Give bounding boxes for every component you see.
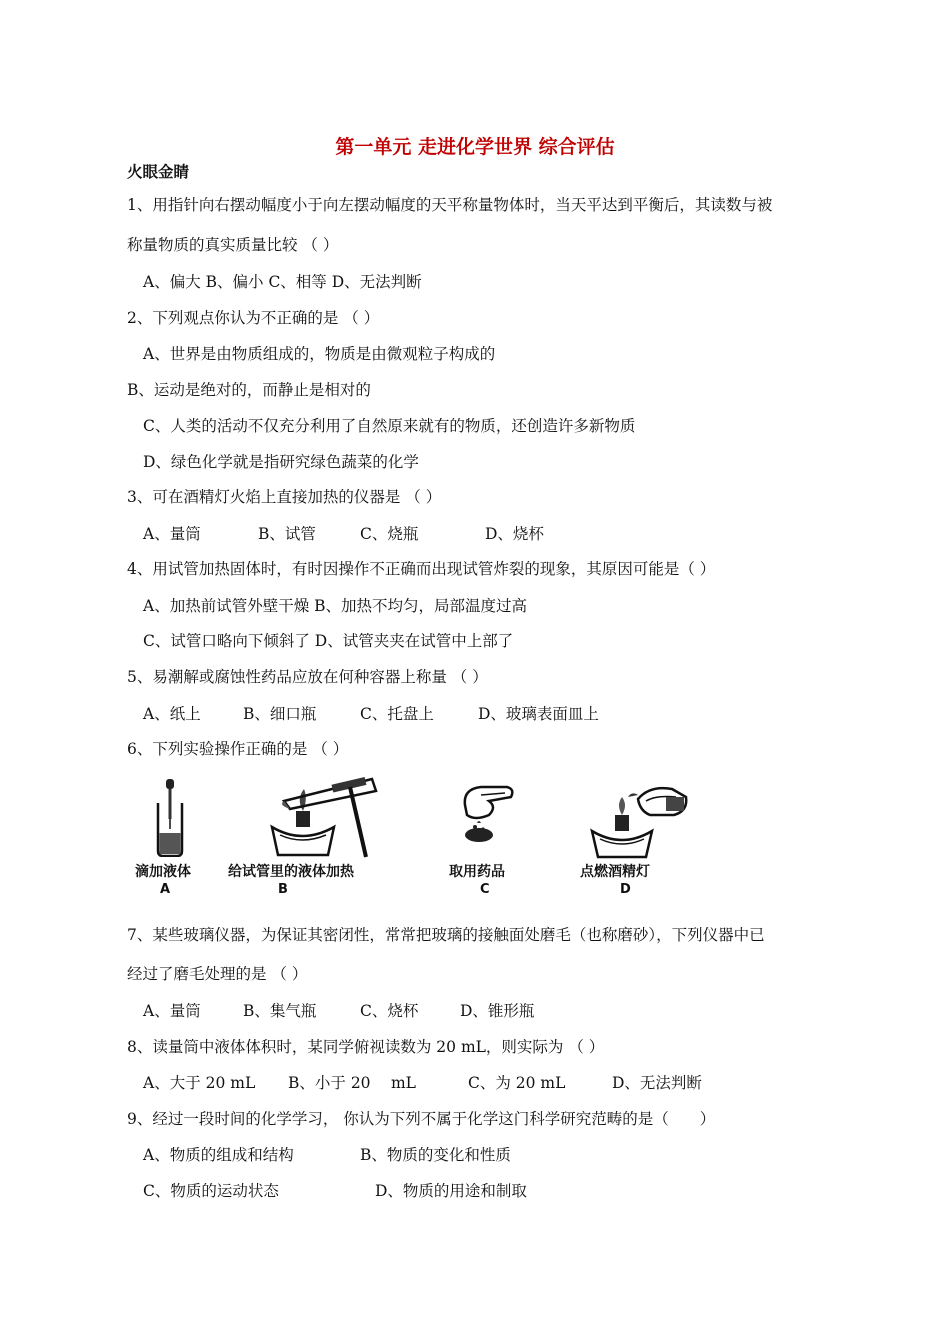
figure-a-dropping-liquid [150, 775, 190, 857]
q5-option-c: C、托盘上 [360, 705, 434, 723]
q9-option-a: A、物质的组成和结构 [143, 1146, 294, 1164]
q7-stem-line1: 7、某些玻璃仪器，为保证其密闭性，常常把玻璃的接触面处磨毛（也称磨砂），下列仪器中已 [127, 926, 765, 944]
q2-option-d: D、绿色化学就是指研究绿色蔬菜的化学 [143, 453, 419, 471]
q1-stem-line2: 称量物质的真实质量比较 （ ） [127, 236, 339, 254]
q3-option-d: D、烧杯 [485, 525, 544, 543]
q4-stem: 4、用试管加热固体时，有时因操作不正确而出现试管炸裂的现象，其原因可能是（ ） [127, 560, 716, 578]
q2-option-c: C、人类的活动不仅充分利用了自然原来就有的物质，还创造许多新物质 [143, 417, 636, 435]
figure-c-caption: 取用药品 [449, 864, 505, 880]
q2-stem: 2、下列观点你认为不正确的是 （ ） [127, 309, 380, 327]
q1-stem-line1: 1、用指针向右摆动幅度小于向左摆动幅度的天平称量物体时，当天平达到平衡后，其读数与被 [127, 196, 773, 214]
q9-option-c: C、物质的运动状态 [143, 1182, 279, 1200]
figure-d-letter: D [620, 882, 631, 897]
q7-option-d: D、锥形瓶 [460, 1002, 535, 1020]
q8-stem: 8、读量筒中液体体积时，某同学俯视读数为 20 mL，则实际为 （ ） [127, 1038, 605, 1056]
q8-option-b: B、小于 20 mL [288, 1074, 416, 1092]
figure-a-letter: A [160, 882, 171, 897]
q9-option-d: D、物质的用途和制取 [375, 1182, 527, 1200]
q2-option-a: A、世界是由物质组成的，物质是由微观粒子构成的 [143, 345, 496, 363]
figure-b-letter: B [278, 882, 288, 897]
q8-option-d: D、无法判断 [612, 1074, 702, 1092]
page-title: 第一单元 走进化学世界 综合评估 [335, 136, 615, 158]
q4-options-ab: A、加热前试管外壁干燥 B、加热不均匀，局部温度过高 [143, 597, 528, 615]
q5-option-d: D、玻璃表面皿上 [478, 705, 599, 723]
q7-option-c: C、烧杯 [360, 1002, 419, 1020]
q3-option-b: B、试管 [258, 525, 316, 543]
q7-option-b: B、集气瓶 [243, 1002, 317, 1020]
q7-option-a: A、量筒 [143, 1002, 201, 1020]
figure-b-caption: 给试管里的液体加热 [228, 864, 354, 880]
figure-b-heating-test-tube [262, 775, 392, 861]
figure-c-taking-chemicals [445, 775, 525, 857]
section-heading: 火眼金睛 [127, 163, 190, 181]
figure-d-lighting-lamp [588, 775, 698, 861]
q5-stem: 5、易潮解或腐蚀性药品应放在何种容器上称量 （ ） [127, 668, 488, 686]
q9-stem: 9、经过一段时间的化学学习， 你认为下列不属于化学这门科学研究范畴的是（ ） [127, 1110, 716, 1128]
q3-stem: 3、可在酒精灯火焰上直接加热的仪器是 （ ） [127, 488, 442, 506]
q1-options: A、偏大 B、偏小 C、相等 D、无法判断 [143, 273, 422, 291]
q8-option-a: A、大于 20 mL [143, 1074, 256, 1092]
q4-options-cd: C、试管口略向下倾斜了 D、试管夹夹在试管中上部了 [143, 632, 514, 650]
q8-option-c: C、为 20 mL [468, 1074, 566, 1092]
figure-a-caption: 滴加液体 [135, 864, 191, 880]
figure-c-letter: C [480, 882, 490, 897]
q5-option-b: B、细口瓶 [243, 705, 317, 723]
q3-option-c: C、烧瓶 [360, 525, 419, 543]
q3-option-a: A、量筒 [143, 525, 201, 543]
q2-option-b: B、运动是绝对的，而静止是相对的 [127, 381, 371, 399]
q7-stem-line2: 经过了磨毛处理的是 （ ） [127, 965, 308, 983]
q6-stem: 6、下列实验操作正确的是 （ ） [127, 740, 349, 758]
figure-d-caption: 点燃酒精灯 [580, 864, 650, 880]
q5-option-a: A、纸上 [143, 705, 201, 723]
q9-option-b: B、物质的变化和性质 [360, 1146, 511, 1164]
